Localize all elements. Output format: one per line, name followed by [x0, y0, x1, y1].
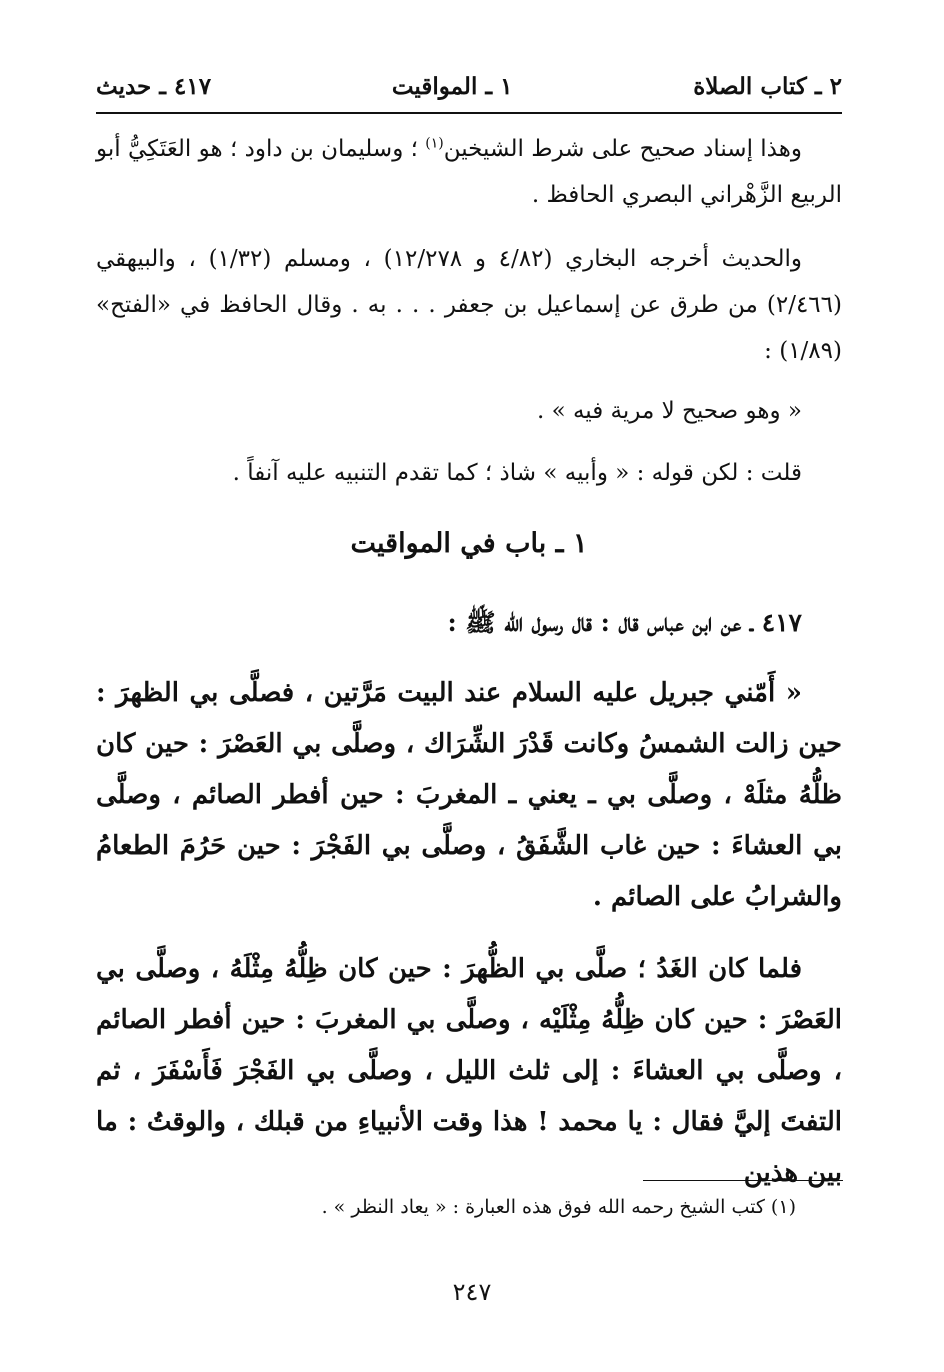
header-chapter-title: ١ ـ المواقيت — [391, 72, 513, 100]
footnote: (١) كتب الشيخ رحمه الله فوق هذه العبارة : « يعاد النظر » . — [321, 1196, 796, 1218]
paragraph-isnad-continuation: ؛ وسليمان بن داود ؛ هو العَتَكِيُّ أبو الربيع الزَّهْراني البصري الحافظ . — [96, 136, 842, 208]
running-header — [96, 62, 842, 110]
header-book-title: ٢ ـ كتاب الصلاة — [693, 72, 842, 100]
page-number: ٢٤٧ — [452, 1278, 492, 1306]
footnote-divider — [643, 1180, 843, 1181]
paragraph-quote: « وهو صحيح لا مرية فيه » . — [536, 398, 802, 424]
footnote-reference: (١) — [425, 135, 444, 152]
hadith-intro: ٤١٧ ـ عن ابن عباس قال : قال رسول الله ﷺ : — [447, 608, 802, 637]
section-heading: ١ ـ باب في المواقيت — [350, 528, 588, 559]
header-divider — [96, 112, 842, 114]
paragraph-isnad — [96, 126, 842, 218]
paragraph-comment: قلت : لكن قوله : « وأبيه » شاذ ؛ كما تقدم التنبيه عليه آنفاً . — [232, 460, 802, 486]
header-hadith-number: ٤١٧ ـ حديث — [96, 72, 212, 100]
hadith-text-first: « أَمّني جبريل عليه السلام عند البيت مَرَّتين ، فصلَّى بي الظهرَ : حين زالت الشمسُ وكانت قَدْرَ الشِّرَاك ، وصلَّى بي العَصْرَ : حين كان ظلُّهُ مثلَهْ ، وصلَّى بي ـ يعني ـ المغربَ : حين أفطر الصائم ، وصلَّى بي العشاءَ : حين غاب الشَّفَقُ ، وصلَّى بي الفَجْرَ : حين حَرُمَ الطعامُ والشرابُ على الصائم . — [96, 678, 842, 912]
paragraph-isnad-text: وهذا إسناد صحيح على شرط الشيخين — [443, 136, 802, 162]
paragraph-takhrij: والحديث أخرجه البخاري (٤/٨٢ و ١٢/٢٧٨) ، ومسلم (١/٣٢) ، والبيهقي (٢/٤٦٦) من طرق عن إسماعيل بن جعفر . . . به . وقال الحافظ في «الفتح» (١/٨٩) : — [96, 246, 842, 364]
hadith-text-second: فلما كان الغَدُ ؛ صلَّى بي الظُّهرَ : حين كان ظِلُّهُ مِثْلَهُ ، وصلَّى بي العَصْرَ : حين كان ظِلُّهُ مِثْلَيْه ، وصلَّى بي المغربَ : حين أفطر الصائم ، وصلَّى بي العشاءَ : إلى ثلث الليل ، وصلَّى بي الفَجْرَ فَأَسْفَرَ ، ثم التفتَ إليَّ فقال : يا محمد ! هذا وقت الأنبياءِ من قبلك ، والوقتُ : ما بين هذين — [96, 954, 842, 1188]
